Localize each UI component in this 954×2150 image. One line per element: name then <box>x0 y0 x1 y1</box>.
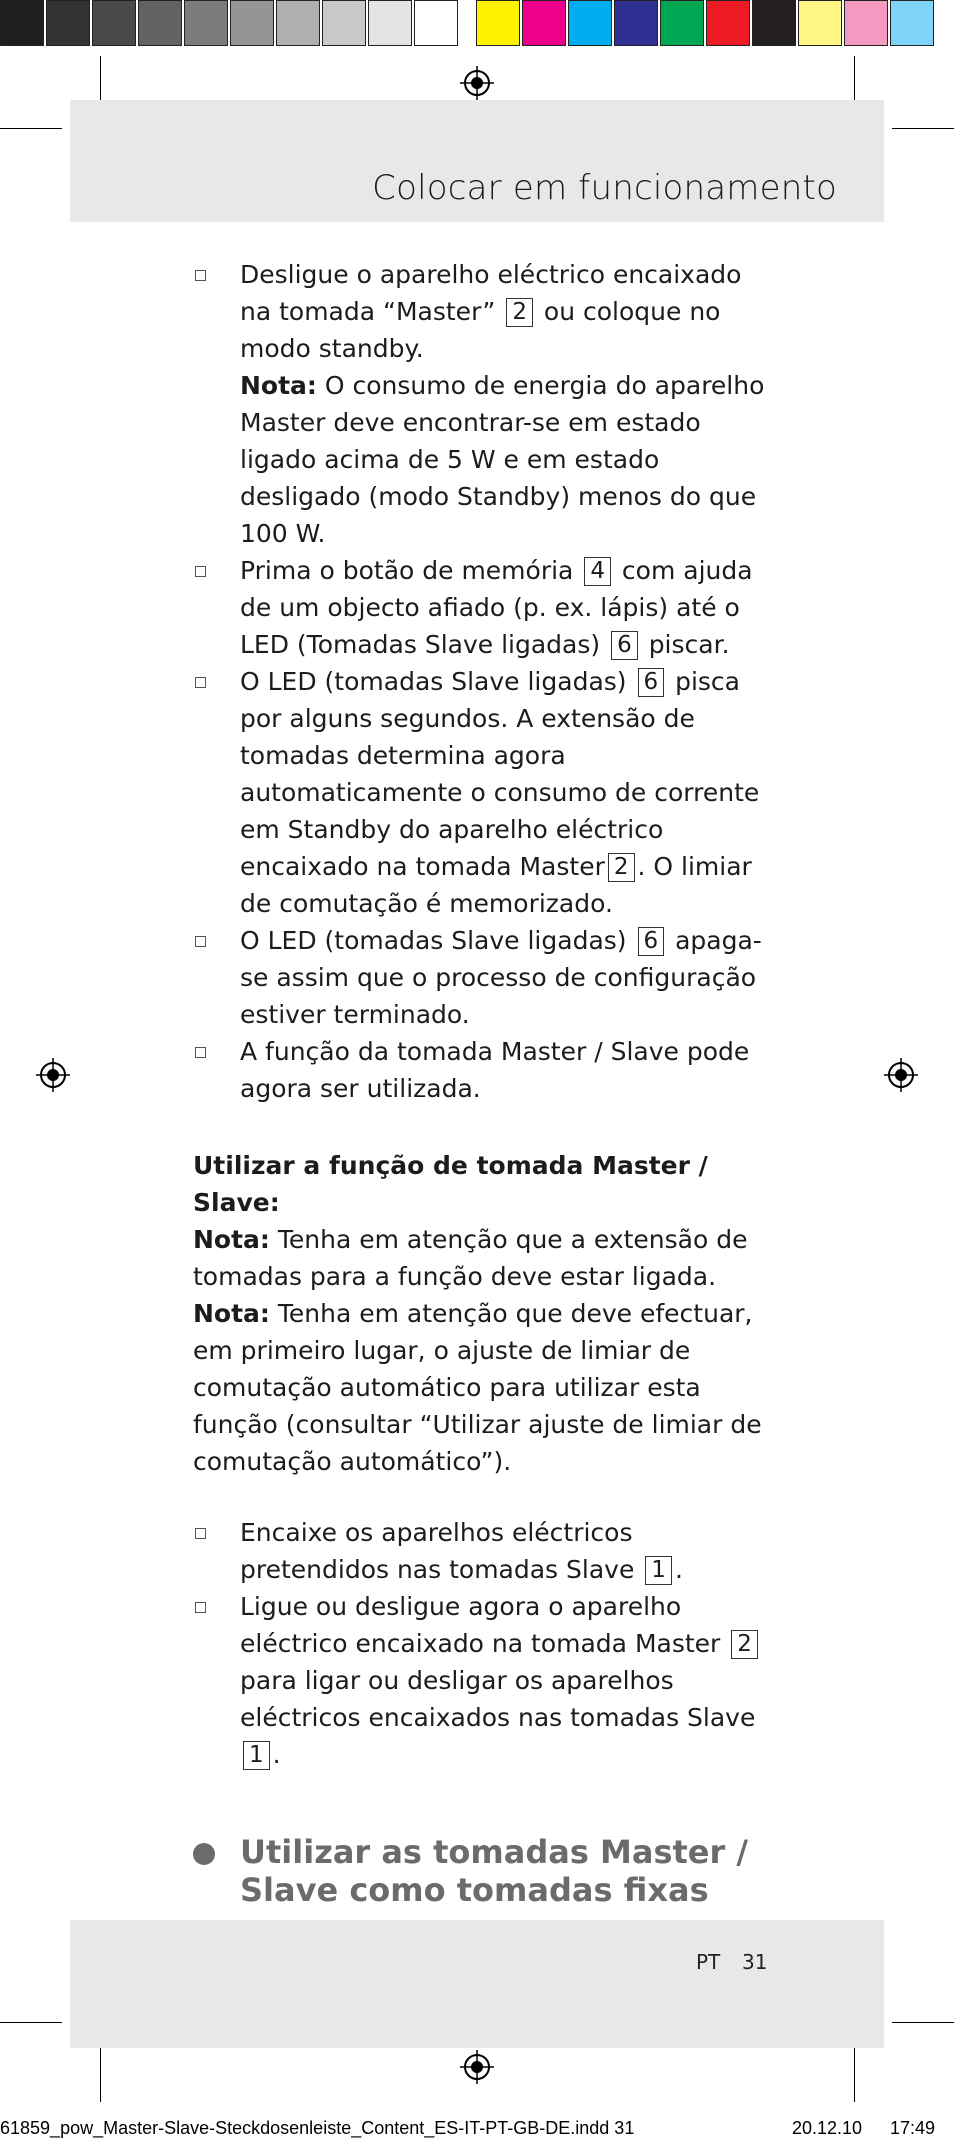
checkbox-bullet-icon <box>195 677 206 688</box>
gray-swatch <box>276 0 320 46</box>
green-swatch <box>660 0 704 46</box>
section-subheading: Utilizar a função de tomada Master / Slave: <box>193 1151 708 1217</box>
reference-number: 2 <box>731 1630 758 1659</box>
note-paragraph: Nota: Tenha em atenção que deve efectuar, em primeiro lugar, o ajuste de limiar de comutação automático para utilizar esta função (consultar “Utilizar ajuste de limiar de comutação automático”). <box>193 1299 762 1476</box>
magenta-swatch <box>522 0 566 46</box>
reference-number: 6 <box>638 927 665 956</box>
gray-swatch <box>0 0 44 46</box>
note-label: Nota: <box>240 371 317 400</box>
reference-number: 1 <box>645 1556 672 1585</box>
list-item: Prima o botão de memória 4 com ajuda de um objecto afiado (p. ex. lápis) até o LED (Tomadas Slave ligadas) 6 piscar. <box>193 552 773 663</box>
gray-swatch <box>46 0 90 46</box>
red-swatch <box>706 0 750 46</box>
black-swatch <box>752 0 796 46</box>
list-item: O LED (tomadas Slave ligadas) 6 pisca por alguns segundos. A extensão de tomadas determina agora automaticamente o consumo de corrente em Standby do aparelho eléctrico encaixado na tomada Master 2 . O limiar de comutação é memorizado. <box>193 663 773 922</box>
list-item: Encaixe os aparelhos eléctricos pretendidos nas tomadas Slave 1 . <box>193 1514 773 1588</box>
list-item: O LED (tomadas Slave ligadas) 6 apaga-se assim que o processo de configuração estiver terminado. <box>193 922 773 1033</box>
registration-mark-icon <box>460 66 494 100</box>
crop-mark <box>0 128 62 129</box>
note-label: Nota: <box>193 1225 270 1254</box>
list-item: Ligue ou desligue agora o aparelho eléctrico encaixado na tomada Master 2 para ligar ou desligar os aparelhos eléctricos encaixados nas tomadas Slave 1 . <box>193 1588 773 1773</box>
checkbox-bullet-icon <box>195 1047 206 1058</box>
color-calibration-bar <box>0 0 936 48</box>
checkbox-bullet-icon <box>195 1602 206 1613</box>
footer-language: PT <box>696 1950 721 1974</box>
gray-swatch <box>414 0 458 46</box>
gray-swatch <box>368 0 412 46</box>
gray-swatch <box>184 0 228 46</box>
bullet-dot-icon <box>193 1843 215 1865</box>
checkbox-bullet-icon <box>195 1528 206 1539</box>
reference-number: 6 <box>638 668 665 697</box>
slug-time: 17:49 <box>890 2118 936 2138</box>
crop-mark <box>892 2022 954 2023</box>
reference-number: 2 <box>506 298 533 327</box>
light-cyan-swatch <box>890 0 934 46</box>
crop-mark <box>892 128 954 129</box>
list-item: A função da tomada Master / Slave pode agora ser utilizada. <box>193 1033 773 1107</box>
crop-mark <box>0 2022 62 2023</box>
checkbox-bullet-icon <box>195 936 206 947</box>
registration-mark-icon <box>884 1058 918 1092</box>
page-title: Colocar em funcionamento <box>372 168 837 208</box>
registration-mark-icon <box>460 2050 494 2084</box>
pink-swatch <box>844 0 888 46</box>
main-content <box>193 256 773 2027</box>
list-item: Desligue o aparelho eléctrico encaixado na tomada “Master” 2 ou coloque no modo standby. Nota: O consumo de energia do aparelho Master deve encontrar-se em estado ligado acima de 5 W e em estado desligado (modo Standby) menos do que 100 W. <box>193 256 773 552</box>
gray-swatches <box>0 0 460 48</box>
section-heading: Utilizar as tomadas Master / Slave como tomadas fixas <box>193 1833 773 1909</box>
cyan-swatch <box>568 0 612 46</box>
printer-slug <box>0 2118 954 2146</box>
reference-number: 4 <box>584 557 611 586</box>
process-swatches <box>476 0 936 48</box>
setup-steps-list <box>193 256 773 1107</box>
usage-steps-list <box>193 1514 773 1773</box>
note: Nota: O consumo de energia do aparelho Master deve encontrar-se em estado ligado acima de 5 W e em estado desligado (modo Standby) menos do que 100 W. <box>240 371 765 548</box>
blue-swatch <box>614 0 658 46</box>
registration-mark-icon <box>36 1058 70 1092</box>
reference-number: 1 <box>243 1741 270 1770</box>
crop-mark <box>100 2042 101 2102</box>
footer-band <box>70 1920 884 2048</box>
note-label: Nota: <box>193 1299 270 1328</box>
yellow-swatch <box>476 0 520 46</box>
page-number: 31 <box>742 1950 768 1974</box>
gray-swatch <box>230 0 274 46</box>
slug-filename: 61859_pow_Master-Slave-Steckdosenleiste_Content_ES-IT-PT-GB-DE.indd 31 <box>0 2118 635 2138</box>
spacer <box>193 1480 773 1514</box>
gray-swatch <box>138 0 182 46</box>
checkbox-bullet-icon <box>195 566 206 577</box>
reference-number: 6 <box>611 631 638 660</box>
slug-date: 20.12.10 <box>792 2118 863 2138</box>
reference-number: 2 <box>608 853 635 882</box>
gray-swatch <box>322 0 366 46</box>
note-paragraph: Nota: Tenha em atenção que a extensão de tomadas para a função deve estar ligada. <box>193 1225 748 1291</box>
checkbox-bullet-icon <box>195 270 206 281</box>
gray-swatch <box>92 0 136 46</box>
crop-mark <box>854 2042 855 2102</box>
light-yellow-swatch <box>798 0 842 46</box>
